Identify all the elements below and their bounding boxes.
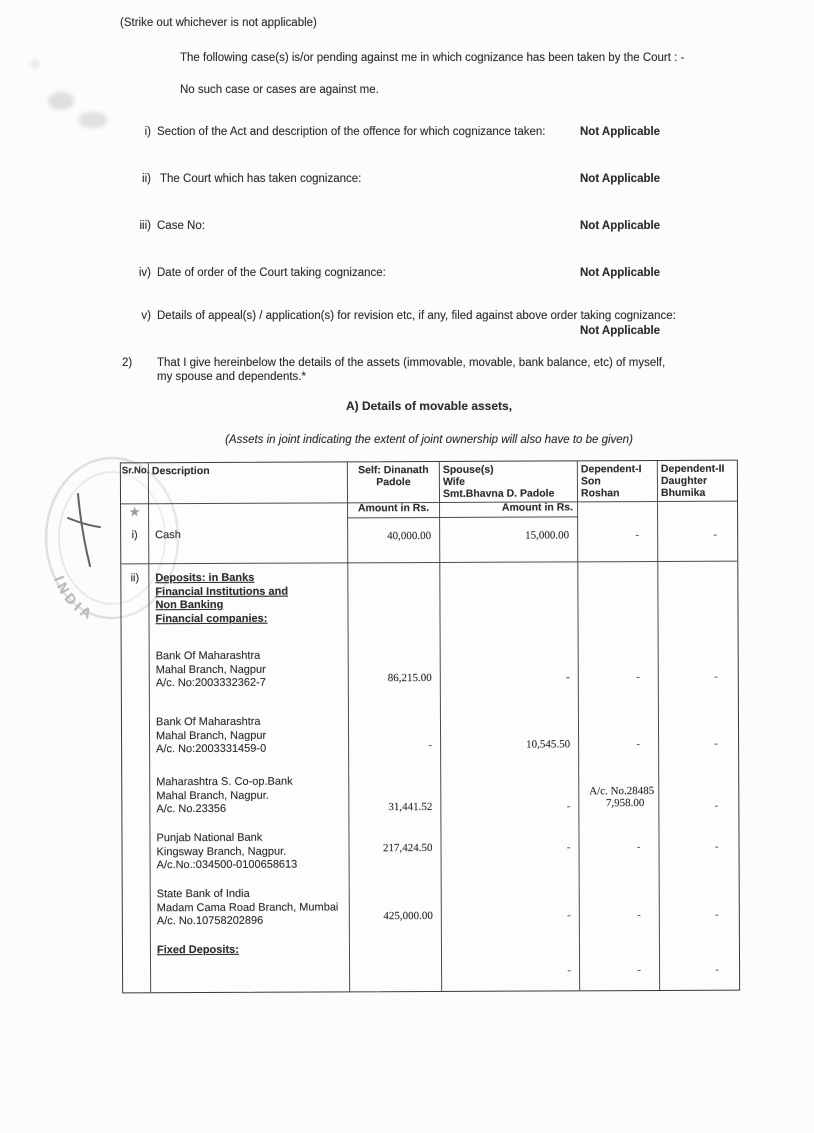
bank-dep1-amount: A/c. No.28485 7,958.00: [579, 773, 659, 828]
item-text: The Court which has taken cognizance:: [160, 173, 362, 185]
clause-2-line1: That I give hereinbelow the details of the assets (immovable, movable, bank balance, etc) of myself,: [157, 357, 666, 369]
cash-spouse-amount: 15,000.00: [440, 517, 578, 563]
item-value: Not Applicable: [580, 220, 661, 232]
bank-entry: State Bank of India Madam Cama Road Branch, Mumbai A/c. No.10758202896 425,000.00 - - -: [123, 883, 739, 943]
bank-dep1-amount: -: [579, 712, 659, 773]
strike-out-note: (Strike out whichever is not applicable): [120, 17, 317, 29]
bank-dep1-amount: -: [579, 828, 659, 883]
bank-dep2-amount: -: [715, 908, 719, 921]
bank-entry: Maharashtra S. Co-op.Bank Mahal Branch, Nagpur. A/c. No.23356 31,441.52 - A/c. No.28485 7,958.00 -: [122, 773, 738, 831]
star-icon: ★: [128, 504, 141, 520]
header-srno: Sr.No.: [121, 463, 149, 504]
bank-dep2-amount: -: [714, 840, 719, 853]
header-dependent-2: Dependent-II Daughter Bhumika: [658, 461, 737, 502]
fixed-deposits-label: Fixed Deposits:: [156, 943, 239, 957]
scan-smudge: [30, 60, 40, 68]
fd-dep2-amount: -: [715, 963, 720, 976]
clause-2-line2: my spouse and dependents.*: [157, 371, 306, 383]
bank-spouse-amount: -: [442, 883, 580, 941]
item-text: Date of order of the Court taking cognizance:: [157, 267, 386, 279]
amount-in-rs-self: Amount in Rs.: [348, 501, 440, 518]
pending-cases-line: The following case(s) is/or pending against me in which cognizance has been taken by the Court : -: [180, 52, 685, 64]
amount-in-rs-spouse: Amount in Rs.: [440, 500, 578, 518]
item-text: Section of the Act and description of the offence for which cognizance taken:: [157, 126, 546, 138]
bank-entry: Bank Of Maharashtra Mahal Branch, Nagpur A/c. No:2003332362-7 86,215.00 - - -: [122, 645, 738, 715]
item-text: Details of appeal(s) / application(s) for revision etc, if any, filed against above order taking cognizance:: [157, 310, 676, 322]
item-value: Not Applicable: [580, 173, 661, 185]
item-text: Case No:: [157, 220, 205, 232]
item-number: v): [141, 310, 151, 322]
bank-self-amount: 425,000.00: [350, 884, 442, 941]
bank-spouse-amount: -: [441, 773, 579, 829]
item-number: ii): [142, 173, 151, 185]
bank-spouse-amount: -: [441, 645, 579, 713]
pen-mark: [68, 494, 100, 566]
header-dependent-1: Dependent-I Son Roshan: [578, 461, 658, 502]
header-description: Description: [149, 462, 348, 504]
bank-dep2-amount: -: [714, 799, 719, 812]
item-value: Not Applicable: [580, 267, 661, 279]
bank-dep1-amount: -: [579, 645, 659, 712]
table-row-deposits: [121, 562, 739, 993]
row-number: ii): [121, 564, 149, 647]
bank-self-amount: 217,424.50: [349, 829, 441, 884]
fd-spouse-amount: -: [442, 962, 580, 991]
stamp-country-text: INDIA: [51, 573, 98, 624]
table-row-cash: [121, 517, 737, 565]
bank-spouse-amount: -: [441, 828, 579, 884]
bank-dep2-amount: -: [714, 737, 719, 750]
row-number: i): [121, 519, 149, 564]
item-number: i): [144, 126, 151, 138]
cash-self-amount: 40,000.00: [348, 518, 440, 563]
no-case-line: No such case or cases are against me.: [180, 84, 379, 96]
item-number: iv): [138, 267, 151, 279]
deposits-heading-block: ii) Deposits: in Banks Financial Institutions and Non Banking Financial companies:: [121, 562, 737, 648]
bank-self-amount: -: [349, 713, 441, 774]
bank-spouse-amount: 10,545.50: [441, 712, 579, 774]
clause-2-number: 2): [122, 357, 133, 369]
cash-dep1-amount: -: [578, 517, 658, 562]
section-a-heading: A) Details of movable assets,: [345, 399, 513, 413]
item-number: iii): [139, 220, 151, 232]
scan-smudge: [78, 112, 108, 128]
header-spouse: Spouse(s) Wife Smt.Bhavna D. Padole: [440, 461, 578, 503]
scan-smudge: [48, 92, 74, 110]
cash-dep2-amount: -: [658, 517, 737, 562]
bank-dep1-amount: -: [580, 883, 660, 940]
item-value: Not Applicable: [580, 126, 661, 138]
item-value: Not Applicable: [580, 325, 661, 337]
bank-entry: Bank Of Maharashtra Mahal Branch, Nagpur A/c. No:2003331459-0 - 10,545.50 - -: [122, 712, 738, 776]
table-header-row: [121, 461, 737, 503]
assets-table: [120, 460, 740, 994]
bank-dep2-amount: -: [714, 670, 718, 683]
fixed-deposits-label-block: [123, 940, 739, 965]
bank-entry: Punjab National Bank Kingsway Branch, Nagpur. A/c.No.:034500-0100658613 217,424.50 - - -: [122, 828, 738, 886]
bank-self-amount: 31,441.52: [349, 774, 441, 829]
header-self: Self: Dinanath Padole: [348, 462, 440, 503]
bank-self-amount: 86,215.00: [349, 646, 441, 713]
joint-ownership-note: (Assets in joint indicating the extent of joint ownership will also have to be given): [225, 434, 633, 446]
fixed-deposits-amount-row: [123, 962, 739, 993]
cash-label: Cash: [149, 518, 348, 564]
fd-dep1-amount: -: [580, 962, 660, 990]
